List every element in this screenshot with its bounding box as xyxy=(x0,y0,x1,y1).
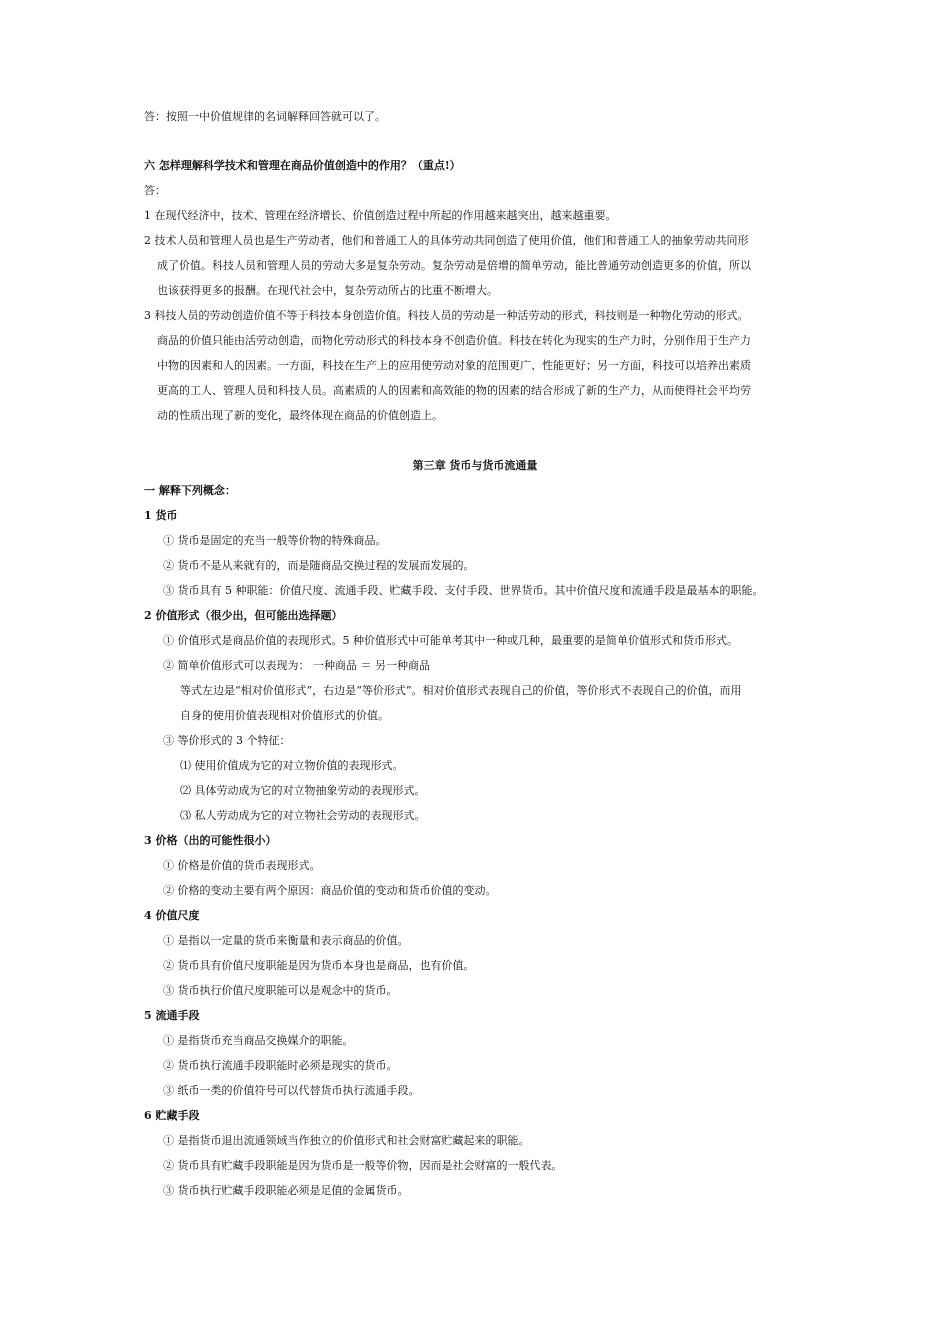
list-item: ② 货币执行流通手段职能时必须是现实的货币。 xyxy=(163,1059,398,1072)
answer-label: 答： xyxy=(144,184,166,197)
list-item: ② 货币具有贮藏手段职能是因为货币是一般等价物，因而是社会财富的一般代表。 xyxy=(163,1159,563,1172)
answer-paragraph-3-line: 动的性质出现了新的变化，最终体现在商品的价值创造上。 xyxy=(157,409,443,422)
list-item: ③ 纸币一类的价值符号可以代替货币执行流通手段。 xyxy=(163,1084,420,1097)
list-item: ① 是指货币退出流通领域当作独立的价值形式和社会财富贮藏起来的职能。 xyxy=(163,1134,530,1147)
answer-paragraph-3-line: 商品的价值只能由活劳动创造，而物化劳动形式的科技本身不创造价值。科技在转化为现实的生产力时，分别作用于生产力 xyxy=(157,334,751,347)
answer-paragraph-3-line: 更高的工人、管理人员和科技人员。高素质的人的因素和高效能的物的因素的结合形成了新的生产力，从而使得社会平均劳 xyxy=(157,384,751,397)
list-item: ① 是指以一定量的货币来衡量和表示商品的价值。 xyxy=(163,934,409,947)
list-item-continuation: 自身的使用价值表现相对价值形式的价值。 xyxy=(180,709,389,722)
sub-list-item: ⑵ 具体劳动成为它的对立物抽象劳动的表现形式。 xyxy=(180,784,426,797)
sub-list-item: ⑴ 使用价值成为它的对立物价值的表现形式。 xyxy=(180,759,404,772)
answer-paragraph-3-line: 3 科技人员的劳动创造价值不等于科技本身创造价值。科技人员的劳动是一种活劳动的形式，科技则是一种物化劳动的形式。 xyxy=(144,309,749,322)
sub-list-item: ⑶ 私人劳动成为它的对立物社会劳动的表现形式。 xyxy=(180,809,426,822)
list-item: ③ 货币具有 5 种职能：价值尺度、流通手段、贮藏手段、支付手段、世界货币。其中价值尺度和流通手段是最基本的职能。 xyxy=(163,584,764,597)
list-item: ① 货币是固定的充当一般等价物的特殊商品。 xyxy=(163,534,387,547)
list-item: ③ 货币执行价值尺度职能可以是观念中的货币。 xyxy=(163,984,398,997)
answer-paragraph-1: 1 在现代经济中，技术、管理在经济增长、价值创造过程中所起的作用越来越突出，越来越重要。 xyxy=(144,209,617,222)
list-item: ① 是指货币充当商品交换媒介的职能。 xyxy=(163,1034,354,1047)
answer-paragraph-2-line: 也该获得更多的报酬。在现代社会中，复杂劳动所占的比重不断增大。 xyxy=(157,284,498,297)
list-item: ③ 货币执行贮藏手段职能必须是足值的金属货币。 xyxy=(163,1184,409,1197)
concept-heading: 2 价值形式（很少出，但可能出选择题） xyxy=(144,609,343,622)
previous-answer: 答：按照一中价值规律的名词解释回答就可以了。 xyxy=(144,110,386,123)
chapter-title: 第三章 货币与货币流通量 xyxy=(412,459,538,472)
list-item-continuation: 等式左边是“相对价值形式”，右边是“等价形式”。相对价值形式表现自己的价值，等价形式不表现自己的价值，而用 xyxy=(180,684,742,697)
concept-heading: 1 货币 xyxy=(144,509,178,522)
answer-paragraph-2-line: 2 技术人员和管理人员也是生产劳动者，他们和普通工人的具体劳动共同创造了使用价值，他们和普通工人的抽象劳动共同形 xyxy=(144,234,749,247)
concept-heading: 5 流通手段 xyxy=(144,1009,200,1022)
concept-heading: 3 价格（出的可能性很小） xyxy=(144,834,277,847)
concept-heading: 6 贮藏手段 xyxy=(144,1109,200,1122)
list-item: ① 价格是价值的货币表现形式。 xyxy=(163,859,321,872)
list-item: ① 价值形式是商品价值的表现形式。5 种价值形式中可能单考其中一种或几种，最重要的是简单价值形式和货币形式。 xyxy=(163,634,738,647)
answer-paragraph-3-line: 中物的因素和人的因素。一方面，科技在生产上的应用使劳动对象的范围更广、性能更好；另一方面，科技可以培养出素质 xyxy=(157,359,751,372)
concept-heading: 4 价值尺度 xyxy=(144,909,200,922)
question-6-title: 六 怎样理解科学技术和管理在商品价值创造中的作用？（重点!） xyxy=(144,159,461,172)
list-item: ② 简单价值形式可以表现为： 一种商品 ＝ 另一种商品 xyxy=(163,659,430,672)
list-item: ② 价格的变动主要有两个原因：商品价值的变动和货币价值的变动。 xyxy=(163,884,497,897)
list-item: ② 货币具有价值尺度职能是因为货币本身也是商品，也有价值。 xyxy=(163,959,475,972)
list-item: ③ 等价形式的 3 个特征： xyxy=(163,734,291,747)
answer-paragraph-2-line: 成了价值。科技人员和管理人员的劳动大多是复杂劳动。复杂劳动是倍增的简单劳动，能比普通劳动创造更多的价值，所以 xyxy=(157,259,751,272)
list-item: ② 货币不是从来就有的，而是随商品交换过程的发展而发展的。 xyxy=(163,559,475,572)
section-heading: 一 解释下列概念： xyxy=(144,484,236,497)
